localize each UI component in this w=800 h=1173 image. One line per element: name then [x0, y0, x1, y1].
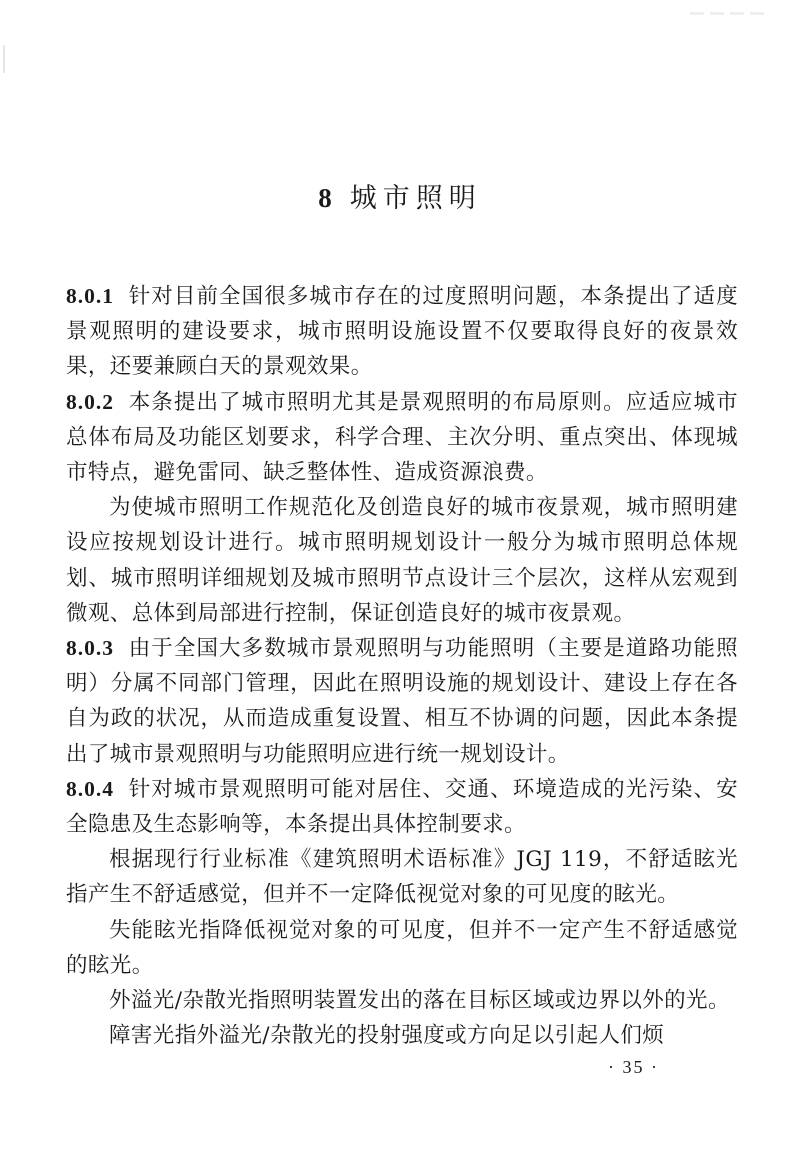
clause-number: 8.0.2: [66, 389, 114, 414]
body-text: [66, 279, 738, 1053]
paragraph-text: 针对目前全国很多城市存在的过度照明问题，本条提出了适度景观照明的建设要求，城市照明设施设置不仅要取得良好的夜景效果，还要兼顾白天的景观效果。: [66, 284, 738, 380]
clause-number: 8.0.3: [66, 636, 114, 661]
scan-artifact-marks: [690, 0, 780, 6]
paragraph-text: 针对城市景观照明可能对居住、交通、环境造成的光污染、安全隐患及生态影响等，本条提出具体控制要求。: [66, 776, 738, 838]
chapter-number: 8: [318, 183, 332, 213]
page-number: · 35 ·: [608, 1057, 659, 1077]
clause-paragraph: [66, 385, 738, 491]
clause-paragraph: [66, 772, 738, 842]
paragraph: 障害光指外溢光/杂散光的投射强度或方向足以引起人们烦: [109, 1023, 665, 1049]
paragraph: 外溢光/杂散光指照明装置发出的落在目标区域或边界以外的光。: [109, 988, 730, 1014]
paragraph: 根据现行行业标准《建筑照明术语标准》JGJ 119，不舒适眩光指产生不舒适感觉，但并不一定降低视觉对象的可见度的眩光。: [66, 847, 738, 908]
paragraph: 为使城市照明工作规范化及创造良好的城市夜景观，城市照明建设应按规划设计进行。城市照明规划设计一般分为城市照明总体规划、城市照明详细规划及城市照明节点设计三个层次，这样从宏观到微观、总体到局部进行控制，保证创造良好的城市夜景观。: [66, 495, 738, 626]
clause-paragraph: [66, 279, 738, 385]
clause-number: 8.0.1: [66, 284, 114, 308]
scan-edge-mark: [3, 45, 5, 73]
clause-paragraph: [66, 631, 738, 772]
chapter-heading: [0, 176, 800, 215]
chapter-title: 城市照明: [349, 183, 482, 214]
paragraph: 失能眩光指降低视觉对象的可见度，但并不一定产生不舒适感觉的眩光。: [66, 917, 738, 978]
clause-number: 8.0.4: [66, 776, 114, 801]
paragraph-text: 本条提出了城市照明尤其是景观照明的布局原则。应适应城市总体布局及功能区划要求，科学合理、主次分明、重点突出、体现城市特点，避免雷同、缺乏整体性、造成资源浪费。: [66, 389, 738, 486]
paragraph-text: 由于全国大多数城市景观照明与功能照明（主要是道路功能照明）分属不同部门管理，因此在照明设施的规划设计、建设上存在各自为政的状况，从而造成重复设置、相互不协调的问题，因此本条提出了城市景观照明与功能照明应进行统一规划设计。: [66, 636, 738, 767]
